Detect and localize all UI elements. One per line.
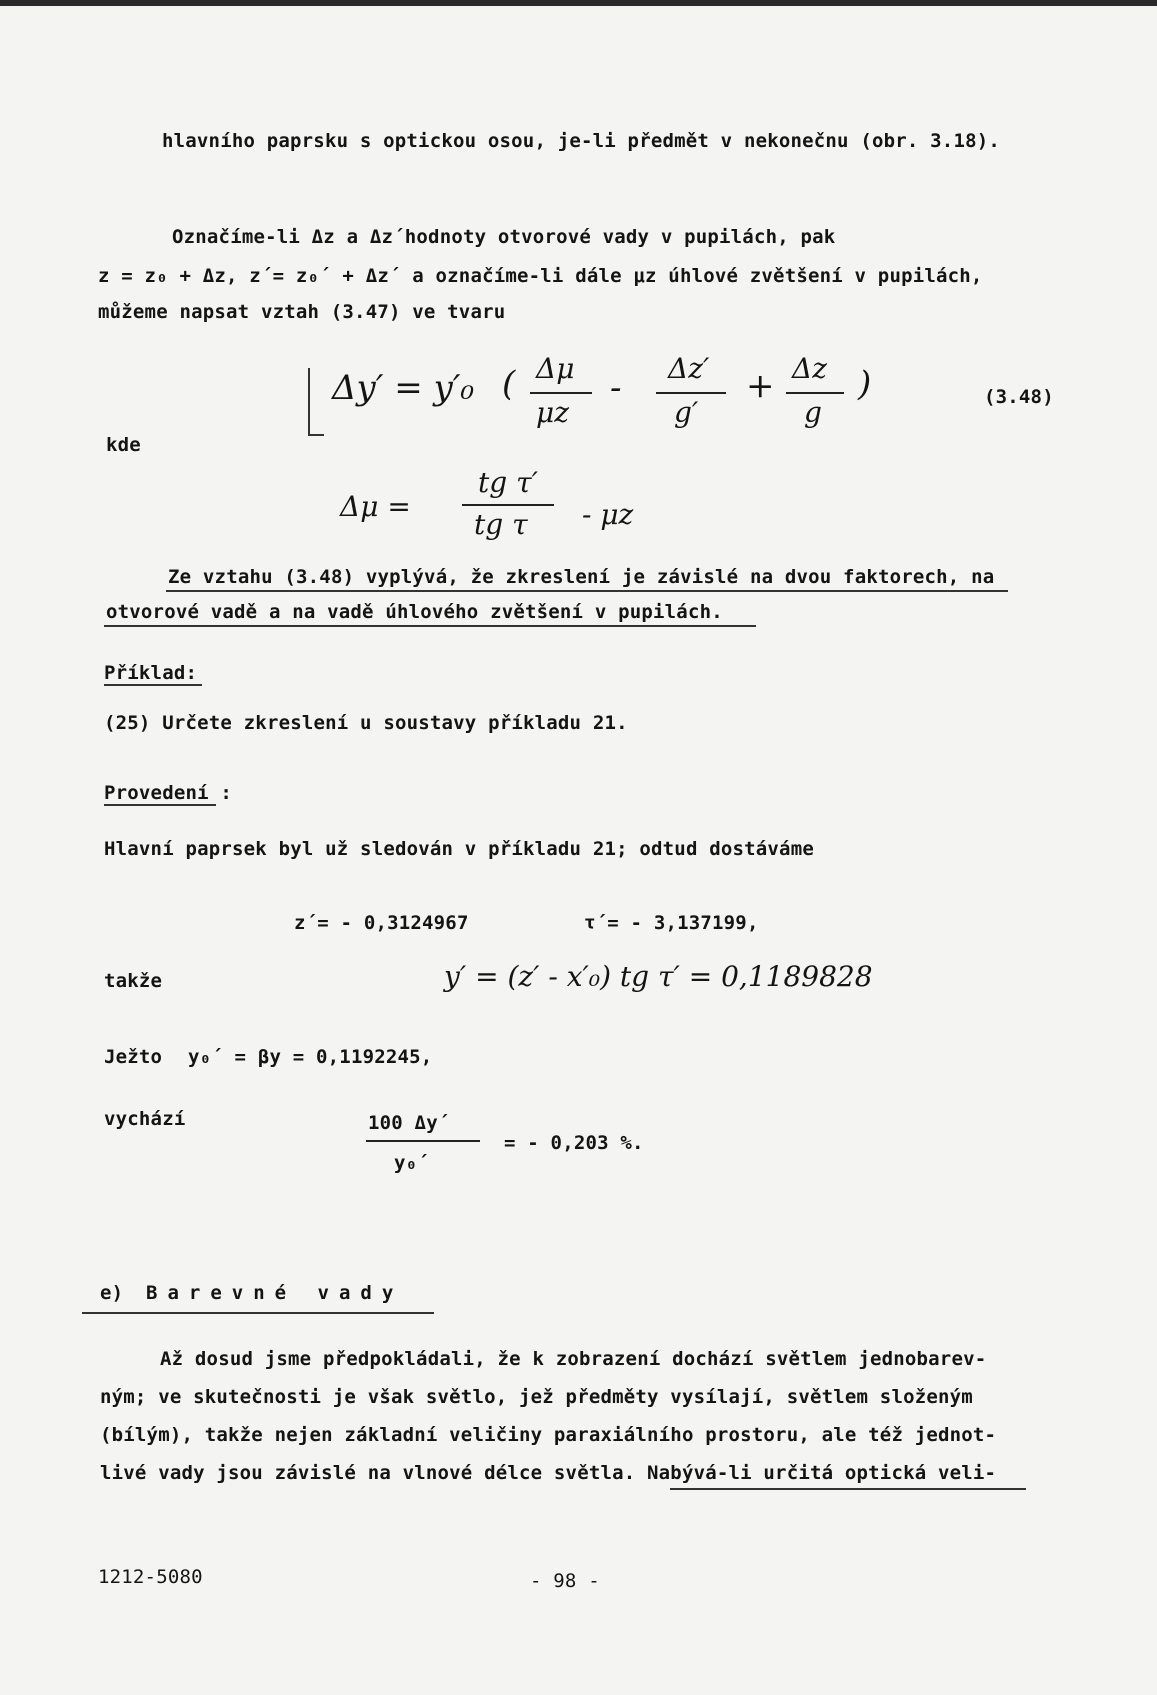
jezto-label: Ježto: [104, 1046, 163, 1068]
y0-equation: y₀´ = βy = 0,1192245,: [188, 1046, 433, 1068]
equation-number: (3.48): [984, 386, 1054, 408]
eq348-f3-bar: [786, 392, 844, 394]
page-number: - 98 -: [530, 1570, 600, 1592]
para2-line1: Až dosud jsme předpokládali, že k zobrazení dochází světlem jednobarev-: [160, 1348, 987, 1370]
conclusion-underline2: [104, 625, 756, 627]
result-denominator: y₀´: [394, 1152, 429, 1174]
para2-line2: ným; ve skutečnosti je však světlo, jež předměty vysílají, světlem složeným: [100, 1386, 973, 1408]
eq348-f1-bar: [530, 392, 592, 394]
para2-line4: livé vady jsou závislé na vlnové délce světla. Nabývá-li určitá optická veli-: [100, 1462, 997, 1484]
conclusion-underline1: [166, 590, 1008, 592]
example-task: (25) Určete zkreslení u soustavy příkladu 21.: [104, 712, 628, 734]
equation-bracket: [308, 368, 324, 436]
eq348-paren-close: ): [858, 364, 872, 404]
kde-label: kde: [106, 434, 141, 456]
conclusion-line2: otvorové vadě a na vadě úhlového zvětšení v pupilách.: [106, 601, 723, 623]
value-tau-prime: τ´= - 3,137199,: [584, 912, 759, 934]
eq348-f3-den: g: [804, 396, 822, 429]
example-heading-underline: [104, 684, 202, 686]
eq348-f1-num: Δμ: [536, 352, 575, 385]
section-title: Barevné vady: [146, 1282, 404, 1304]
eq-dmu-tail: - μz: [582, 498, 634, 531]
eq348-f1-den: μz: [536, 396, 569, 429]
solution-heading-underline: [104, 804, 216, 806]
top-edge: [0, 0, 1157, 6]
example-heading: Příklad:: [104, 662, 198, 684]
result-value: = - 0,203 %.: [504, 1132, 644, 1154]
vychazi-label: vychází: [104, 1108, 186, 1130]
eq-dmu-num: tg τ′: [478, 466, 538, 499]
solution-heading: Provedení :: [104, 782, 233, 804]
value-z-prime: z´= - 0,3124967: [294, 912, 469, 934]
conclusion-line1: Ze vztahu (3.48) vyplývá, že zkreslení je závislé na dvou faktorech, na: [168, 566, 995, 588]
solution-text: Hlavní paprsek byl už sledován v příkladu 21; odtud dostáváme: [104, 838, 814, 860]
eq348-op-minus: -: [610, 368, 622, 408]
eq-dmu-lhs: Δμ =: [340, 490, 411, 523]
para1-line3: můžeme napsat vztah (3.47) ve tvaru: [98, 301, 506, 323]
section-prefix: e): [100, 1282, 124, 1304]
para2-underline: [670, 1488, 1026, 1490]
footer-code: 1212-5080: [98, 1566, 203, 1588]
para1-line1: Označíme-li Δz a Δz´hodnoty otvorové vady v pupilách, pak: [172, 226, 836, 248]
eq348-f2-bar: [656, 392, 726, 394]
takze-label: takže: [104, 970, 163, 992]
eq348-paren-open: (: [502, 364, 516, 404]
y-prime-equation: y′ = (z′ - x′₀) tg τ′ = 0,1189828: [444, 960, 873, 993]
intro-line: hlavního paprsku s optickou osou, je-li předmět v nekonečnu (obr. 3.18).: [162, 130, 1001, 152]
eq-dmu-den: tg τ: [474, 508, 528, 541]
section-underline: [82, 1312, 434, 1314]
eq348-f3-num: Δz: [792, 352, 827, 385]
result-numerator: 100 Δy´: [368, 1112, 450, 1134]
eq348-op-plus: +: [746, 366, 775, 406]
eq348-f2-den: g′: [674, 396, 699, 429]
eq348-lhs: Δy′ = y′₀: [332, 368, 475, 408]
eq348-f2-num: Δz′: [668, 352, 710, 385]
result-bar: [366, 1140, 480, 1142]
eq-dmu-bar: [462, 504, 554, 506]
para1-line2: z = z₀ + Δz, z´= z₀´ + Δz´ a označíme-li dále μz úhlové zvětšení v pupilách,: [98, 265, 983, 287]
para2-line3: (bílým), takže nejen základní veličiny paraxiálního prostoru, ale též jednot-: [100, 1424, 997, 1446]
